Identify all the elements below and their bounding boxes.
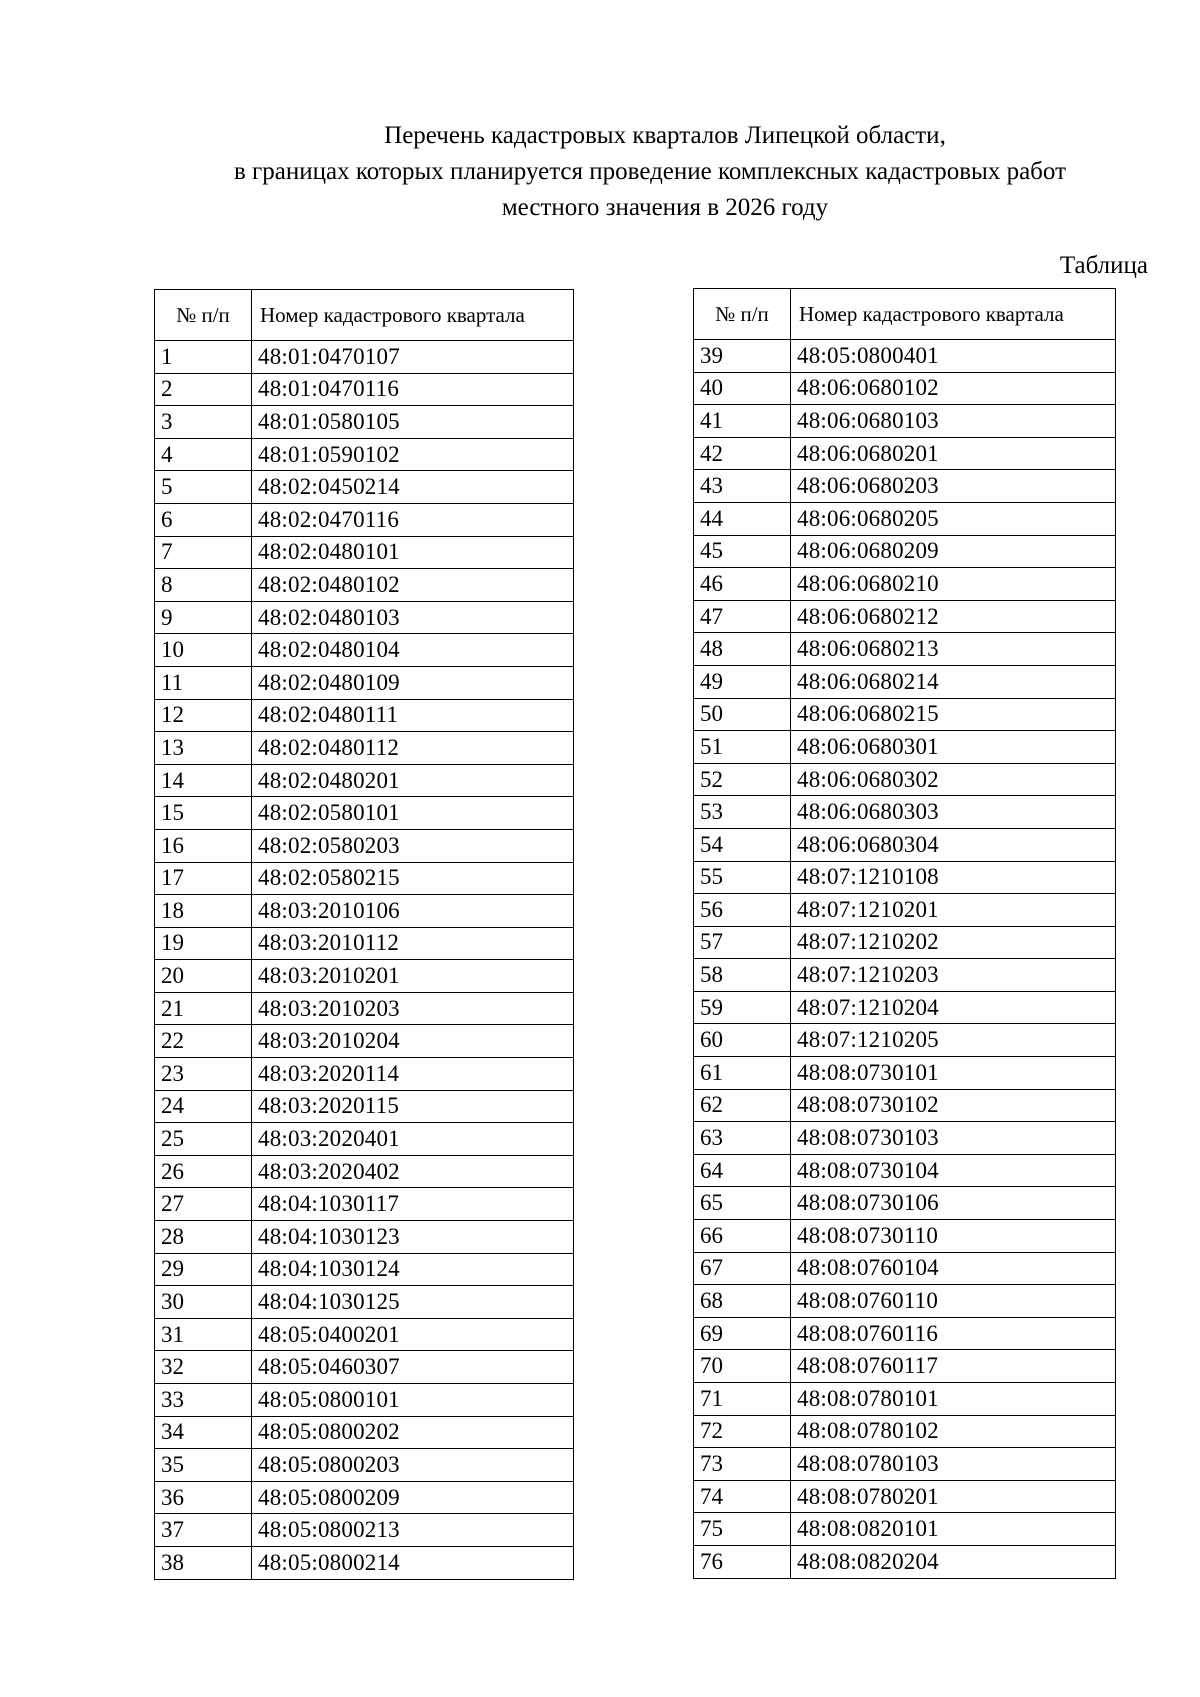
table-row xyxy=(694,1480,1116,1513)
table-row xyxy=(694,894,1116,927)
table-row xyxy=(155,1318,574,1351)
row-number: 40 xyxy=(694,372,791,405)
cadastral-table-right xyxy=(693,288,1116,1579)
table-row xyxy=(155,862,574,895)
row-number: 60 xyxy=(694,1024,791,1057)
row-number: 9 xyxy=(155,601,252,634)
row-number: 14 xyxy=(155,764,252,797)
table-row xyxy=(694,1415,1116,1448)
table-row xyxy=(155,503,574,536)
cadastral-number: 48:05:0800209 xyxy=(252,1481,574,1514)
row-number: 53 xyxy=(694,796,791,829)
row-number: 36 xyxy=(155,1481,252,1514)
row-number: 35 xyxy=(155,1449,252,1482)
row-number: 19 xyxy=(155,927,252,960)
cadastral-number: 48:05:0800202 xyxy=(252,1416,574,1449)
table-row xyxy=(155,1221,574,1254)
row-number: 31 xyxy=(155,1318,252,1351)
cadastral-number: 48:08:0730103 xyxy=(791,1122,1116,1155)
row-number: 24 xyxy=(155,1090,252,1123)
table-row xyxy=(155,634,574,667)
row-number: 13 xyxy=(155,732,252,765)
row-number: 48 xyxy=(694,633,791,666)
row-number: 43 xyxy=(694,470,791,503)
cadastral-number: 48:06:0680203 xyxy=(791,470,1116,503)
row-number: 29 xyxy=(155,1253,252,1286)
row-number: 5 xyxy=(155,471,252,504)
row-number: 64 xyxy=(694,1154,791,1187)
cadastral-number: 48:08:0780102 xyxy=(791,1415,1116,1448)
cadastral-number: 48:06:0680205 xyxy=(791,502,1116,535)
cadastral-number: 48:06:0680214 xyxy=(791,665,1116,698)
cadastral-number: 48:02:0480103 xyxy=(252,601,574,634)
column-header-cadastral: Номер кадастрового квартала xyxy=(252,290,574,341)
table-row xyxy=(694,698,1116,731)
cadastral-number: 48:03:2020401 xyxy=(252,1123,574,1156)
cadastral-table-left xyxy=(154,289,574,1580)
cadastral-number: 48:07:1210202 xyxy=(791,926,1116,959)
row-number: 17 xyxy=(155,862,252,895)
table-row xyxy=(155,1058,574,1091)
row-number: 63 xyxy=(694,1122,791,1155)
title-line: в границах которых планируется проведение комплексных кадастровых работ xyxy=(233,158,1066,185)
row-number: 3 xyxy=(155,406,252,439)
column-header-number: № п/п xyxy=(155,290,252,341)
row-number: 68 xyxy=(694,1285,791,1318)
cadastral-number: 48:06:0680210 xyxy=(791,568,1116,601)
row-number: 42 xyxy=(694,437,791,470)
row-number: 32 xyxy=(155,1351,252,1384)
table-caption: Таблица xyxy=(1059,252,1148,279)
table-row xyxy=(155,1416,574,1449)
row-number: 41 xyxy=(694,405,791,438)
table-row xyxy=(155,1546,574,1579)
row-number: 1 xyxy=(155,341,252,374)
row-number: 38 xyxy=(155,1546,252,1579)
cadastral-number: 48:03:2010112 xyxy=(252,927,574,960)
row-number: 33 xyxy=(155,1384,252,1417)
cadastral-number: 48:01:0470107 xyxy=(252,341,574,374)
row-number: 70 xyxy=(694,1350,791,1383)
cadastral-number: 48:08:0760117 xyxy=(791,1350,1116,1383)
table-row xyxy=(155,569,574,602)
table-row xyxy=(694,1545,1116,1578)
cadastral-number: 48:02:0480111 xyxy=(252,699,574,732)
cadastral-number: 48:02:0480201 xyxy=(252,764,574,797)
row-number: 52 xyxy=(694,763,791,796)
row-number: 39 xyxy=(694,340,791,373)
table-row xyxy=(155,666,574,699)
table-row xyxy=(694,796,1116,829)
row-number: 8 xyxy=(155,569,252,602)
table-row xyxy=(694,405,1116,438)
row-number: 46 xyxy=(694,568,791,601)
table-row xyxy=(694,633,1116,666)
row-number: 69 xyxy=(694,1317,791,1350)
table-row xyxy=(694,1089,1116,1122)
row-number: 4 xyxy=(155,438,252,471)
row-number: 6 xyxy=(155,503,252,536)
table-row xyxy=(694,828,1116,861)
table-row xyxy=(155,1449,574,1482)
cadastral-number: 48:02:0580215 xyxy=(252,862,574,895)
table-row xyxy=(694,1187,1116,1220)
row-number: 56 xyxy=(694,894,791,927)
cadastral-number: 48:05:0460307 xyxy=(252,1351,574,1384)
table-row xyxy=(694,1252,1116,1285)
table-row xyxy=(694,991,1116,1024)
table-row xyxy=(155,471,574,504)
cadastral-number: 48:08:0730102 xyxy=(791,1089,1116,1122)
table-row xyxy=(694,665,1116,698)
row-number: 25 xyxy=(155,1123,252,1156)
table-row xyxy=(694,1317,1116,1350)
cadastral-number: 48:07:1210108 xyxy=(791,861,1116,894)
table-row xyxy=(694,1350,1116,1383)
row-number: 47 xyxy=(694,600,791,633)
cadastral-number: 48:05:0800213 xyxy=(252,1514,574,1547)
row-number: 30 xyxy=(155,1286,252,1319)
cadastral-number: 48:07:1210205 xyxy=(791,1024,1116,1057)
table-row xyxy=(694,1383,1116,1416)
row-number: 76 xyxy=(694,1545,791,1578)
cadastral-number: 48:08:0730110 xyxy=(791,1220,1116,1253)
row-number: 34 xyxy=(155,1416,252,1449)
row-number: 7 xyxy=(155,536,252,569)
cadastral-number: 48:06:0680201 xyxy=(791,437,1116,470)
row-number: 11 xyxy=(155,666,252,699)
cadastral-number: 48:08:0760116 xyxy=(791,1317,1116,1350)
cadastral-number: 48:07:1210203 xyxy=(791,959,1116,992)
table-row xyxy=(155,1384,574,1417)
document-title xyxy=(150,118,1150,226)
row-number: 26 xyxy=(155,1155,252,1188)
cadastral-number: 48:06:0680103 xyxy=(791,405,1116,438)
row-number: 18 xyxy=(155,895,252,928)
row-number: 62 xyxy=(694,1089,791,1122)
cadastral-number: 48:02:0580101 xyxy=(252,797,574,830)
table-header-row xyxy=(694,289,1116,340)
table-row xyxy=(155,699,574,732)
row-number: 57 xyxy=(694,926,791,959)
cadastral-number: 48:06:0680213 xyxy=(791,633,1116,666)
cadastral-number: 48:04:1030123 xyxy=(252,1221,574,1254)
cadastral-number: 48:06:0680302 xyxy=(791,763,1116,796)
table-row xyxy=(694,470,1116,503)
row-number: 61 xyxy=(694,1057,791,1090)
table-row xyxy=(694,1024,1116,1057)
cadastral-number: 48:06:0680212 xyxy=(791,600,1116,633)
row-number: 27 xyxy=(155,1188,252,1221)
table-row xyxy=(155,829,574,862)
table-row xyxy=(694,568,1116,601)
column-header-number: № п/п xyxy=(694,289,791,340)
cadastral-number: 48:08:0760110 xyxy=(791,1285,1116,1318)
row-number: 73 xyxy=(694,1448,791,1481)
row-number: 72 xyxy=(694,1415,791,1448)
cadastral-number: 48:02:0580203 xyxy=(252,829,574,862)
table-row xyxy=(155,536,574,569)
row-number: 75 xyxy=(694,1513,791,1546)
table-row xyxy=(155,797,574,830)
cadastral-number: 48:07:1210204 xyxy=(791,991,1116,1024)
cadastral-number: 48:03:2020402 xyxy=(252,1155,574,1188)
table-row xyxy=(694,1122,1116,1155)
row-number: 49 xyxy=(694,665,791,698)
cadastral-number: 48:02:0480109 xyxy=(252,666,574,699)
row-number: 45 xyxy=(694,535,791,568)
row-number: 23 xyxy=(155,1058,252,1091)
row-number: 28 xyxy=(155,1221,252,1254)
cadastral-number: 48:02:0470116 xyxy=(252,503,574,536)
table-row xyxy=(155,601,574,634)
cadastral-number: 48:02:0480102 xyxy=(252,569,574,602)
table-row xyxy=(155,1155,574,1188)
table-row xyxy=(694,731,1116,764)
row-number: 12 xyxy=(155,699,252,732)
row-number: 37 xyxy=(155,1514,252,1547)
row-number: 15 xyxy=(155,797,252,830)
cadastral-number: 48:01:0580105 xyxy=(252,406,574,439)
row-number: 74 xyxy=(694,1480,791,1513)
table-row xyxy=(694,535,1116,568)
table-row xyxy=(155,1286,574,1319)
cadastral-number: 48:02:0480101 xyxy=(252,536,574,569)
table-row xyxy=(694,763,1116,796)
table-row xyxy=(155,438,574,471)
table-row xyxy=(155,341,574,374)
cadastral-number: 48:05:0400201 xyxy=(252,1318,574,1351)
table-row xyxy=(694,1154,1116,1187)
cadastral-number: 48:02:0450214 xyxy=(252,471,574,504)
cadastral-number: 48:01:0470116 xyxy=(252,373,574,406)
table-header-row xyxy=(155,290,574,341)
cadastral-number: 48:03:2020114 xyxy=(252,1058,574,1091)
row-number: 21 xyxy=(155,992,252,1025)
cadastral-number: 48:06:0680209 xyxy=(791,535,1116,568)
row-number: 65 xyxy=(694,1187,791,1220)
row-number: 44 xyxy=(694,502,791,535)
table-row xyxy=(155,373,574,406)
table-row xyxy=(694,437,1116,470)
table-row xyxy=(155,960,574,993)
table-row xyxy=(694,861,1116,894)
row-number: 10 xyxy=(155,634,252,667)
cadastral-number: 48:03:2010203 xyxy=(252,992,574,1025)
table-row xyxy=(694,1220,1116,1253)
table-row xyxy=(694,1285,1116,1318)
row-number: 58 xyxy=(694,959,791,992)
table-row xyxy=(155,992,574,1025)
cadastral-number: 48:05:0800401 xyxy=(791,340,1116,373)
cadastral-number: 48:07:1210201 xyxy=(791,894,1116,927)
cadastral-number: 48:02:0480112 xyxy=(252,732,574,765)
cadastral-number: 48:05:0800203 xyxy=(252,1449,574,1482)
table-row xyxy=(155,406,574,439)
cadastral-number: 48:08:0780201 xyxy=(791,1480,1116,1513)
table-row xyxy=(694,926,1116,959)
table-row xyxy=(155,764,574,797)
cadastral-number: 48:06:0680102 xyxy=(791,372,1116,405)
table-row xyxy=(694,959,1116,992)
table-row xyxy=(155,895,574,928)
table-row xyxy=(155,1481,574,1514)
cadastral-number: 48:03:2010204 xyxy=(252,1025,574,1058)
cadastral-number: 48:08:0730104 xyxy=(791,1154,1116,1187)
table-row xyxy=(694,340,1116,373)
table-row xyxy=(155,1253,574,1286)
cadastral-number: 48:08:0730101 xyxy=(791,1057,1116,1090)
cadastral-number: 48:04:1030124 xyxy=(252,1253,574,1286)
cadastral-number: 48:06:0680215 xyxy=(791,698,1116,731)
table-row xyxy=(694,502,1116,535)
cadastral-number: 48:05:0800214 xyxy=(252,1546,574,1579)
cadastral-number: 48:04:1030117 xyxy=(252,1188,574,1221)
table-row xyxy=(155,1090,574,1123)
cadastral-number: 48:03:2020115 xyxy=(252,1090,574,1123)
cadastral-number: 48:06:0680304 xyxy=(791,828,1116,861)
row-number: 67 xyxy=(694,1252,791,1285)
cadastral-number: 48:01:0590102 xyxy=(252,438,574,471)
table-row xyxy=(694,600,1116,633)
cadastral-number: 48:08:0820204 xyxy=(791,1545,1116,1578)
row-number: 2 xyxy=(155,373,252,406)
table-row xyxy=(155,1025,574,1058)
row-number: 50 xyxy=(694,698,791,731)
row-number: 71 xyxy=(694,1383,791,1416)
row-number: 55 xyxy=(694,861,791,894)
title-line: местного значения в 2026 году xyxy=(501,194,829,221)
table-row xyxy=(155,1514,574,1547)
table-row xyxy=(155,1123,574,1156)
table-row xyxy=(155,1188,574,1221)
cadastral-number: 48:08:0730106 xyxy=(791,1187,1116,1220)
table-row xyxy=(155,927,574,960)
table-row xyxy=(694,372,1116,405)
row-number: 20 xyxy=(155,960,252,993)
table-row xyxy=(155,1351,574,1384)
table-row xyxy=(694,1057,1116,1090)
cadastral-number: 48:08:0760104 xyxy=(791,1252,1116,1285)
cadastral-number: 48:08:0820101 xyxy=(791,1513,1116,1546)
cadastral-number: 48:05:0800101 xyxy=(252,1384,574,1417)
row-number: 54 xyxy=(694,828,791,861)
cadastral-number: 48:06:0680303 xyxy=(791,796,1116,829)
cadastral-number: 48:08:0780103 xyxy=(791,1448,1116,1481)
cadastral-number: 48:02:0480104 xyxy=(252,634,574,667)
row-number: 66 xyxy=(694,1220,791,1253)
title-line: Перечень кадастровых кварталов Липецкой области, xyxy=(384,122,946,149)
cadastral-number: 48:04:1030125 xyxy=(252,1286,574,1319)
cadastral-number: 48:08:0780101 xyxy=(791,1383,1116,1416)
cadastral-number: 48:03:2010201 xyxy=(252,960,574,993)
table-row xyxy=(155,732,574,765)
table-row xyxy=(694,1448,1116,1481)
column-header-cadastral: Номер кадастрового квартала xyxy=(791,289,1116,340)
cadastral-number: 48:06:0680301 xyxy=(791,731,1116,764)
row-number: 51 xyxy=(694,731,791,764)
cadastral-number: 48:03:2010106 xyxy=(252,895,574,928)
row-number: 22 xyxy=(155,1025,252,1058)
row-number: 16 xyxy=(155,829,252,862)
table-row xyxy=(694,1513,1116,1546)
row-number: 59 xyxy=(694,991,791,1024)
